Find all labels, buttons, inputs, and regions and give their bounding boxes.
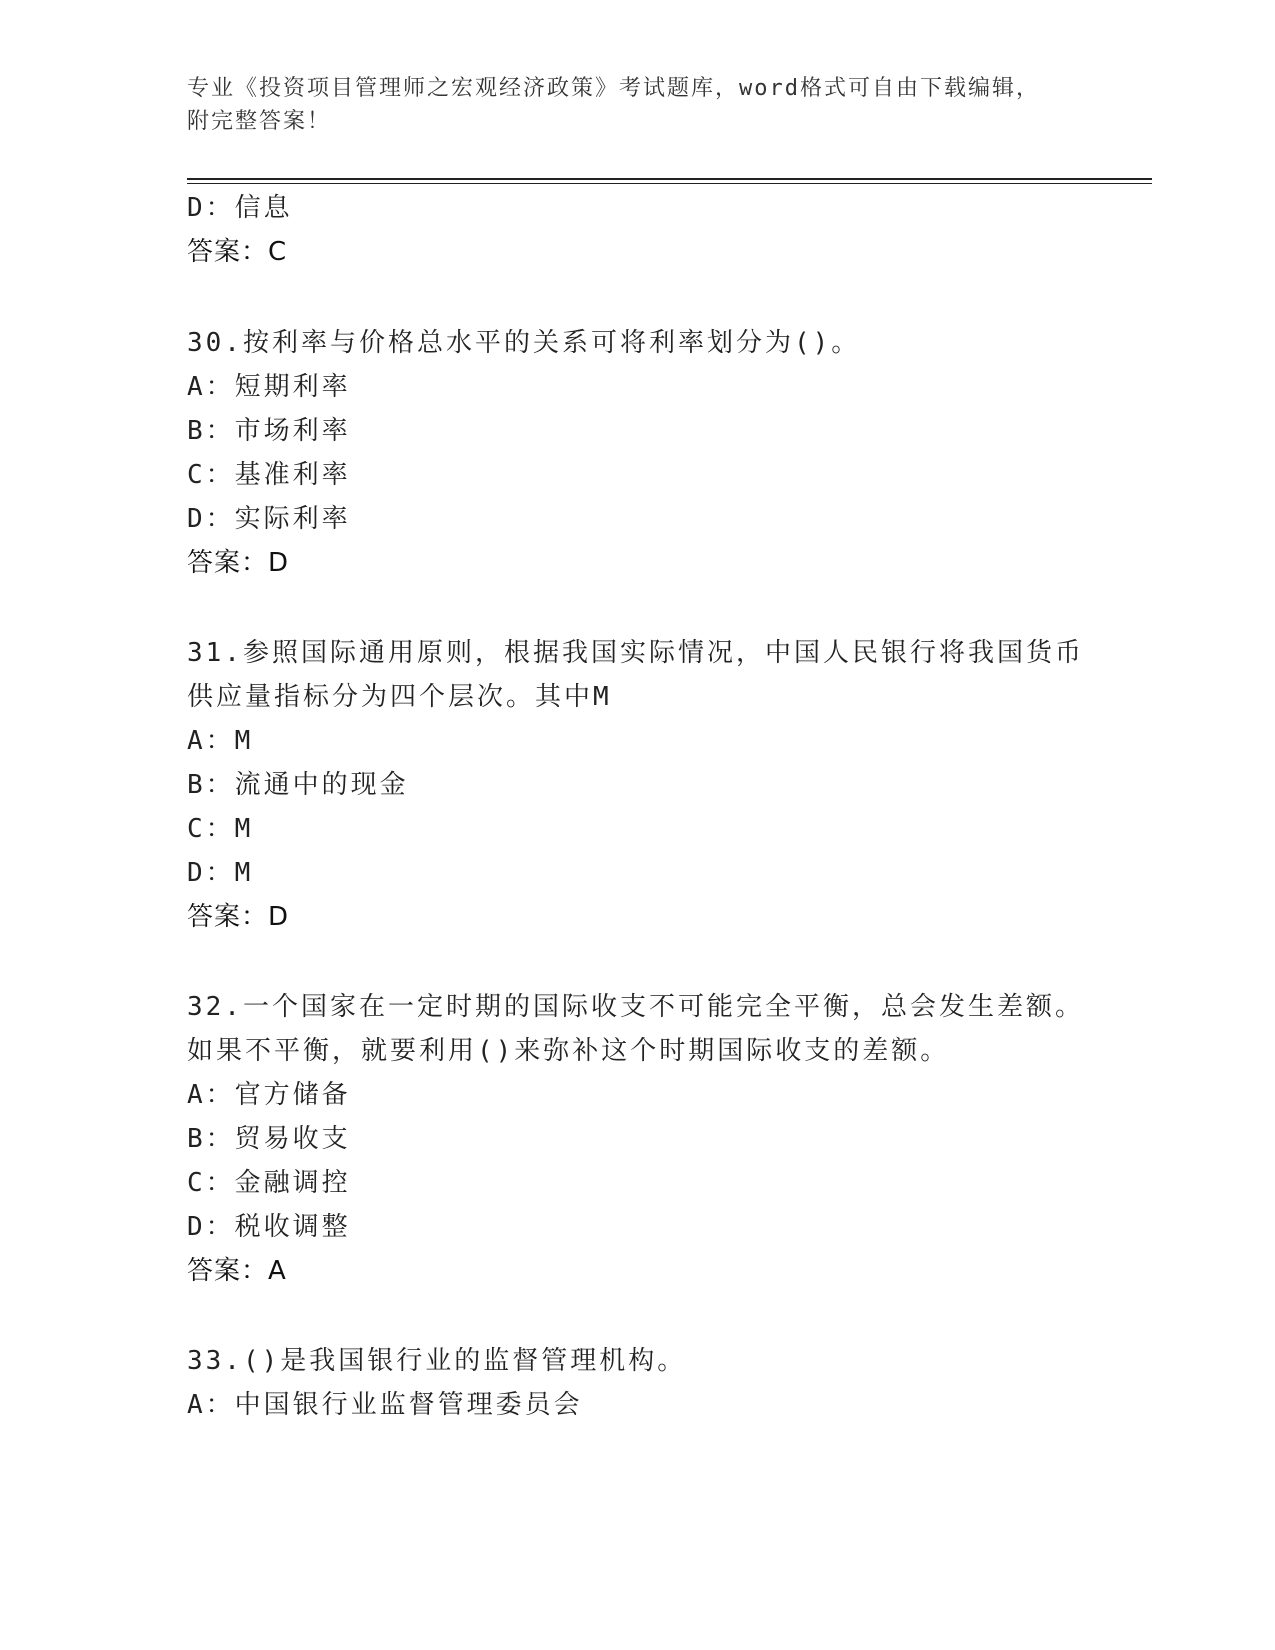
question-30-option-b: B：市场利率: [187, 416, 351, 446]
question-31-text-line-1: 31.参照国际通用原则，根据我国实际情况，中国人民银行将我国货币: [187, 638, 1084, 668]
question-32-answer: 答案：A: [187, 1256, 287, 1286]
question-32-option-b: B：贸易收支: [187, 1124, 351, 1154]
question-32-option-a: A：官方储备: [187, 1080, 351, 1110]
question-31-answer: 答案：D: [187, 902, 290, 932]
option-d-prev: D：信息: [187, 193, 293, 223]
document-header: [187, 72, 1087, 138]
question-32-option-c: C：金融调控: [187, 1168, 351, 1198]
question-33-option-a: A：中国银行业监督管理委员会: [187, 1390, 583, 1420]
header-line-2: 附完整答案！: [187, 109, 332, 134]
question-31-option-d: D：M: [187, 858, 254, 888]
header-divider: [187, 178, 1152, 184]
question-31-option-c: C：M: [187, 814, 254, 844]
question-30-option-c: C：基准利率: [187, 460, 351, 490]
question-30-text: 30.按利率与价格总水平的关系可将利率划分为()。: [187, 328, 861, 358]
question-31-option-a: A：M: [187, 726, 254, 756]
question-31-option-b: B：流通中的现金: [187, 770, 409, 800]
question-33-text: 33.()是我国银行业的监督管理机构。: [187, 1346, 687, 1376]
header-line-1: 专业《投资项目管理师之宏观经济政策》考试题库，word格式可自由下载编辑，: [187, 76, 1040, 101]
question-31-text-line-2: 供应量指标分为四个层次。其中M: [187, 682, 612, 712]
question-30-option-a: A：短期利率: [187, 372, 351, 402]
answer-prev: 答案：C: [187, 237, 288, 267]
question-30-answer: 答案：D: [187, 548, 290, 578]
question-32-text-line-1: 32.一个国家在一定时期的国际收支不可能完全平衡，总会发生差额。: [187, 992, 1084, 1022]
question-32-option-d: D：税收调整: [187, 1212, 351, 1242]
question-32-text-line-2: 如果不平衡，就要利用()来弥补这个时期国际收支的差额。: [187, 1036, 950, 1066]
question-30-option-d: D：实际利率: [187, 504, 351, 534]
